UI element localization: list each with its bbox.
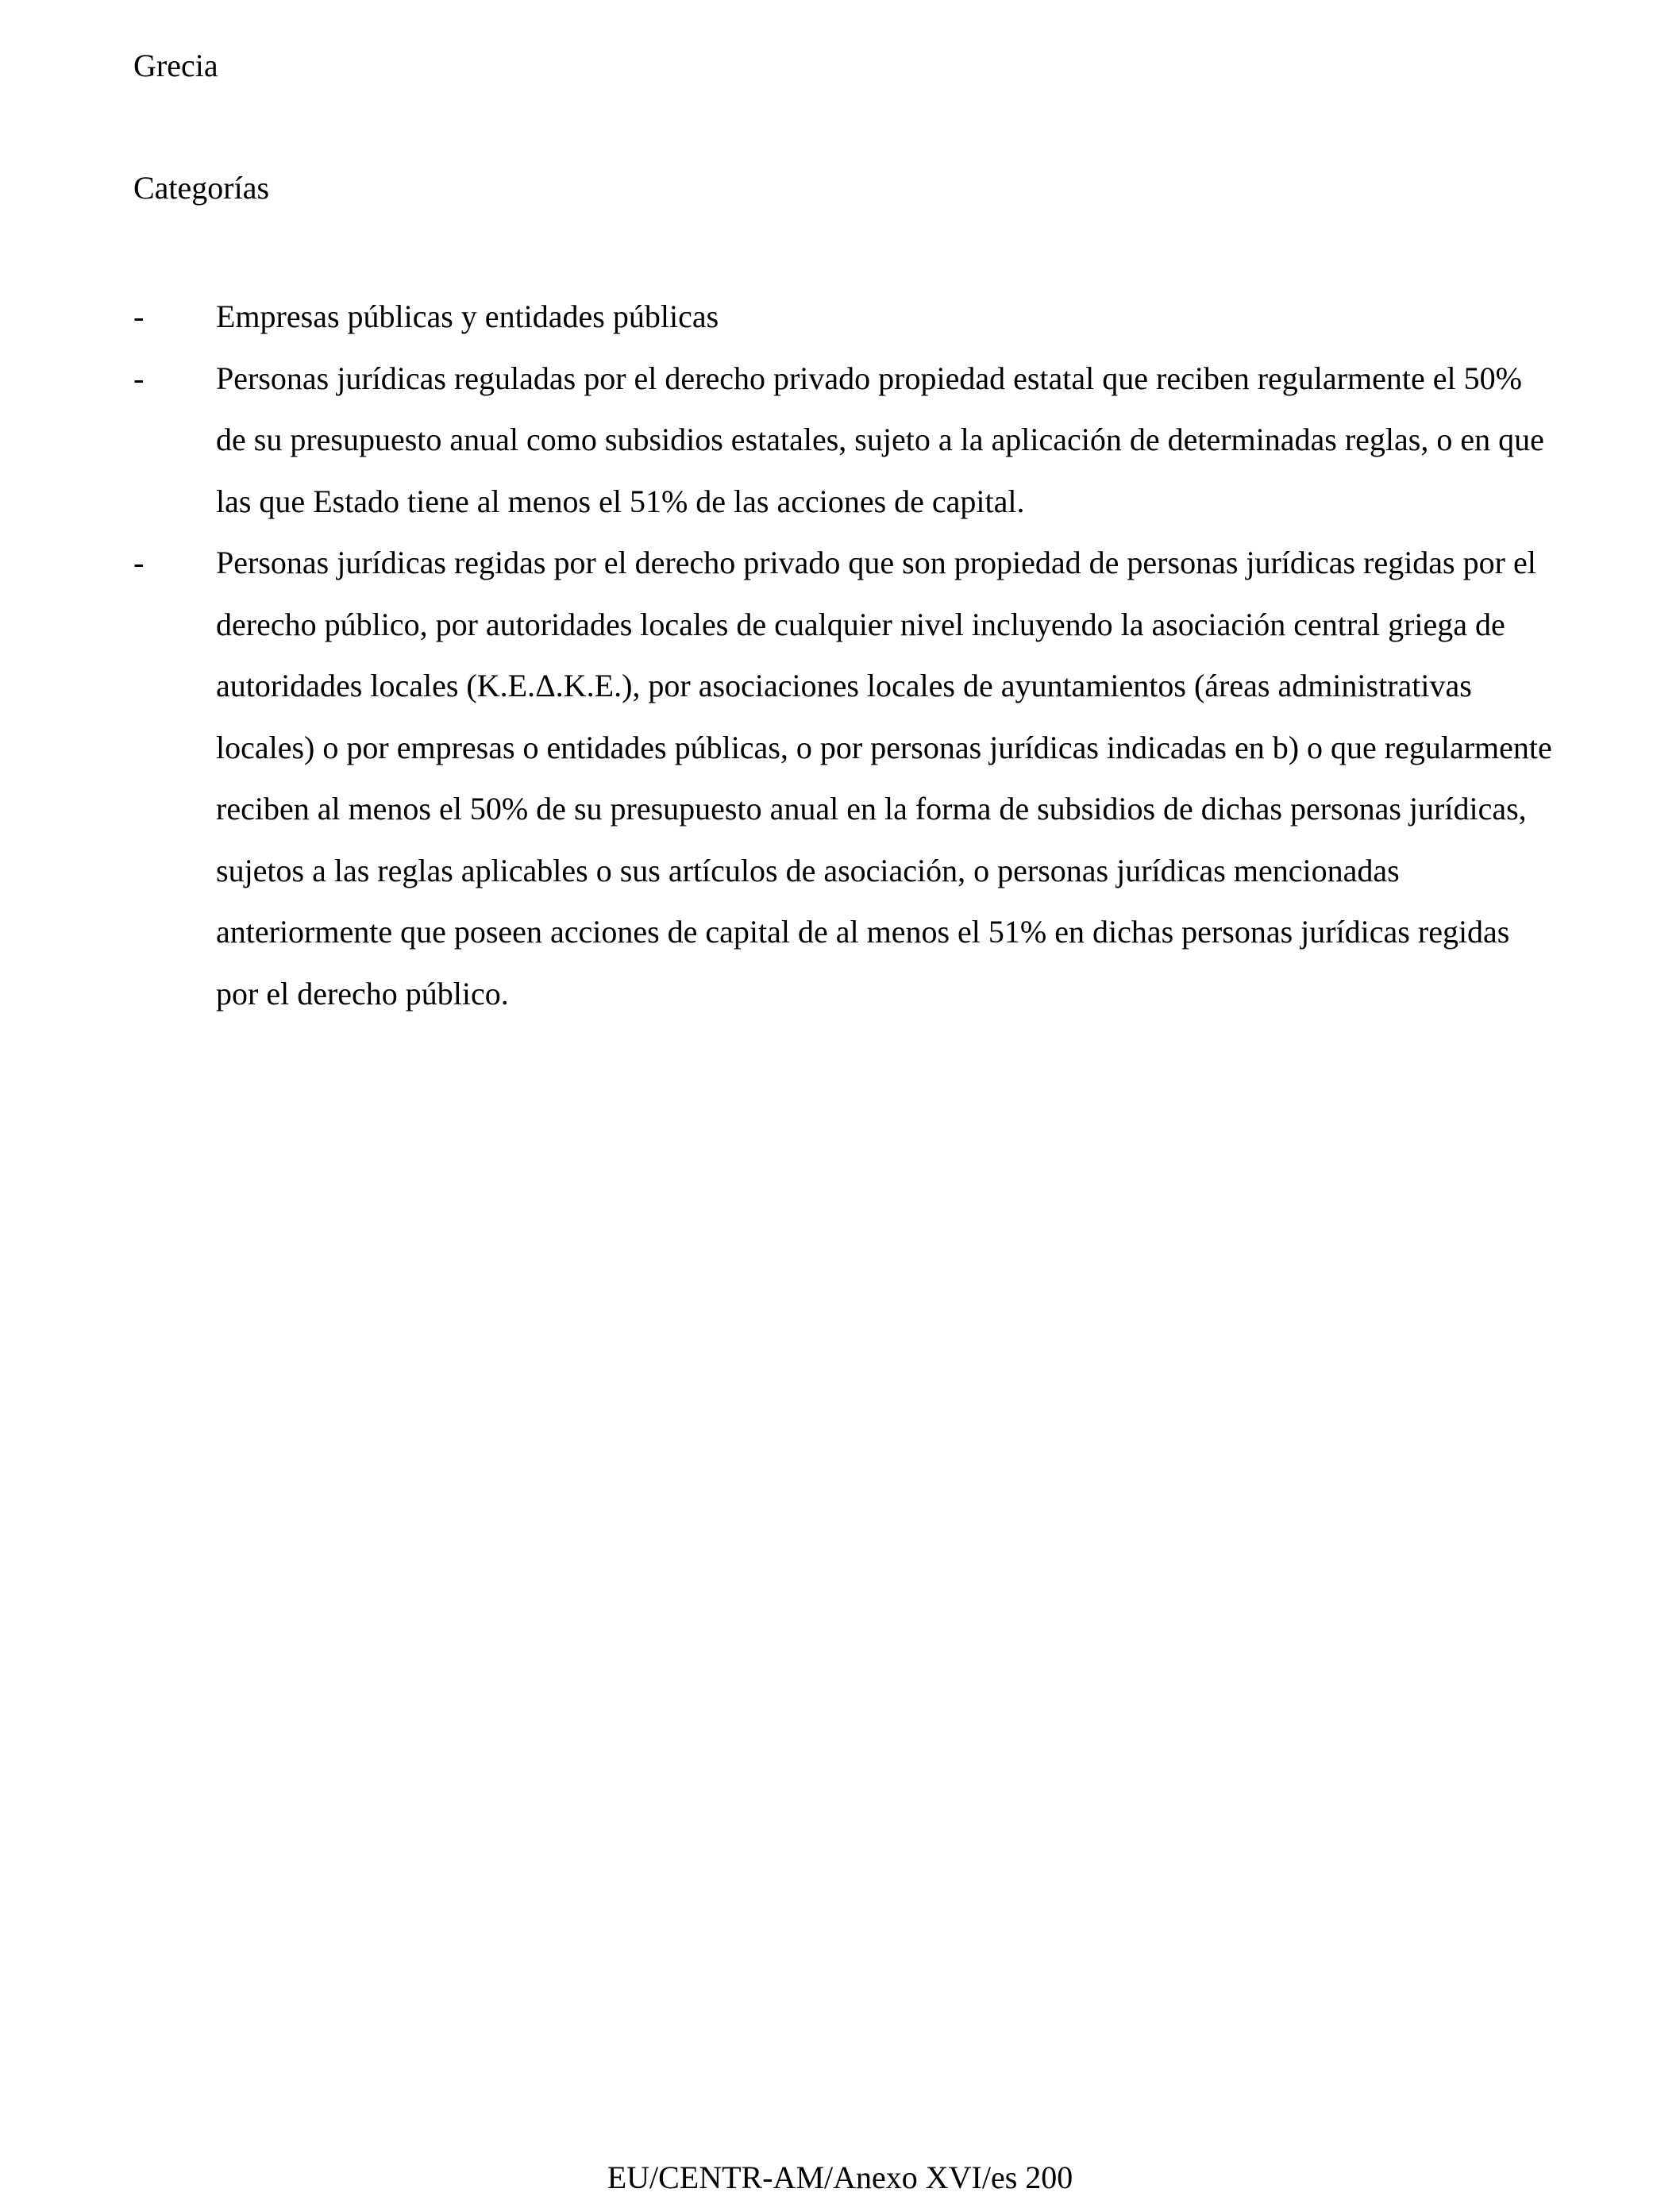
list-dash: - — [133, 360, 144, 396]
list-dash: - — [133, 299, 144, 334]
list-dash: - — [133, 545, 144, 580]
country-title: Grecia — [133, 48, 218, 83]
list-item-text: Personas jurídicas reguladas por el derecho privado propiedad estatal que reciben regularmente el 50% de su presupuesto anual como subsidios estatales, sujeto a la aplicación de determinadas reglas, o en que las que Estado tiene al menos el 51% de las acciones de capital. — [216, 360, 1544, 519]
list-item-text: Personas jurídicas regidas por el derecho privado que son propiedad de personas jurídicas regidas por el derecho público, por autoridades locales de cualquier nivel incluyendo la asociación central griega de autoridades locales (K.E.Δ.K.E.), por asociaciones locales de ayuntamientos (áreas administrativas locales) o por empresas o entidades públicas, o por personas jurídicas indicadas en b) o que regularmente reciben al menos el 50% de su presupuesto anual en la forma de subsidios de dichas personas jurídicas, sujetos a las reglas aplicables o sus artículos de asociación, o personas jurídicas mencionadas anteriormente que poseen acciones de capital de al menos el 51% en dichas personas jurídicas regidas por el derecho público. — [216, 545, 1552, 1011]
list-item — [133, 286, 1555, 348]
category-list — [133, 286, 1555, 1024]
list-item — [133, 348, 1555, 533]
section-heading: Categorías — [133, 170, 270, 206]
page-footer: EU/CENTR-AM/Anexo XVI/es 200 — [607, 2160, 1073, 2195]
list-item — [133, 532, 1555, 1024]
list-item-text: Empresas públicas y entidades públicas — [216, 299, 719, 334]
